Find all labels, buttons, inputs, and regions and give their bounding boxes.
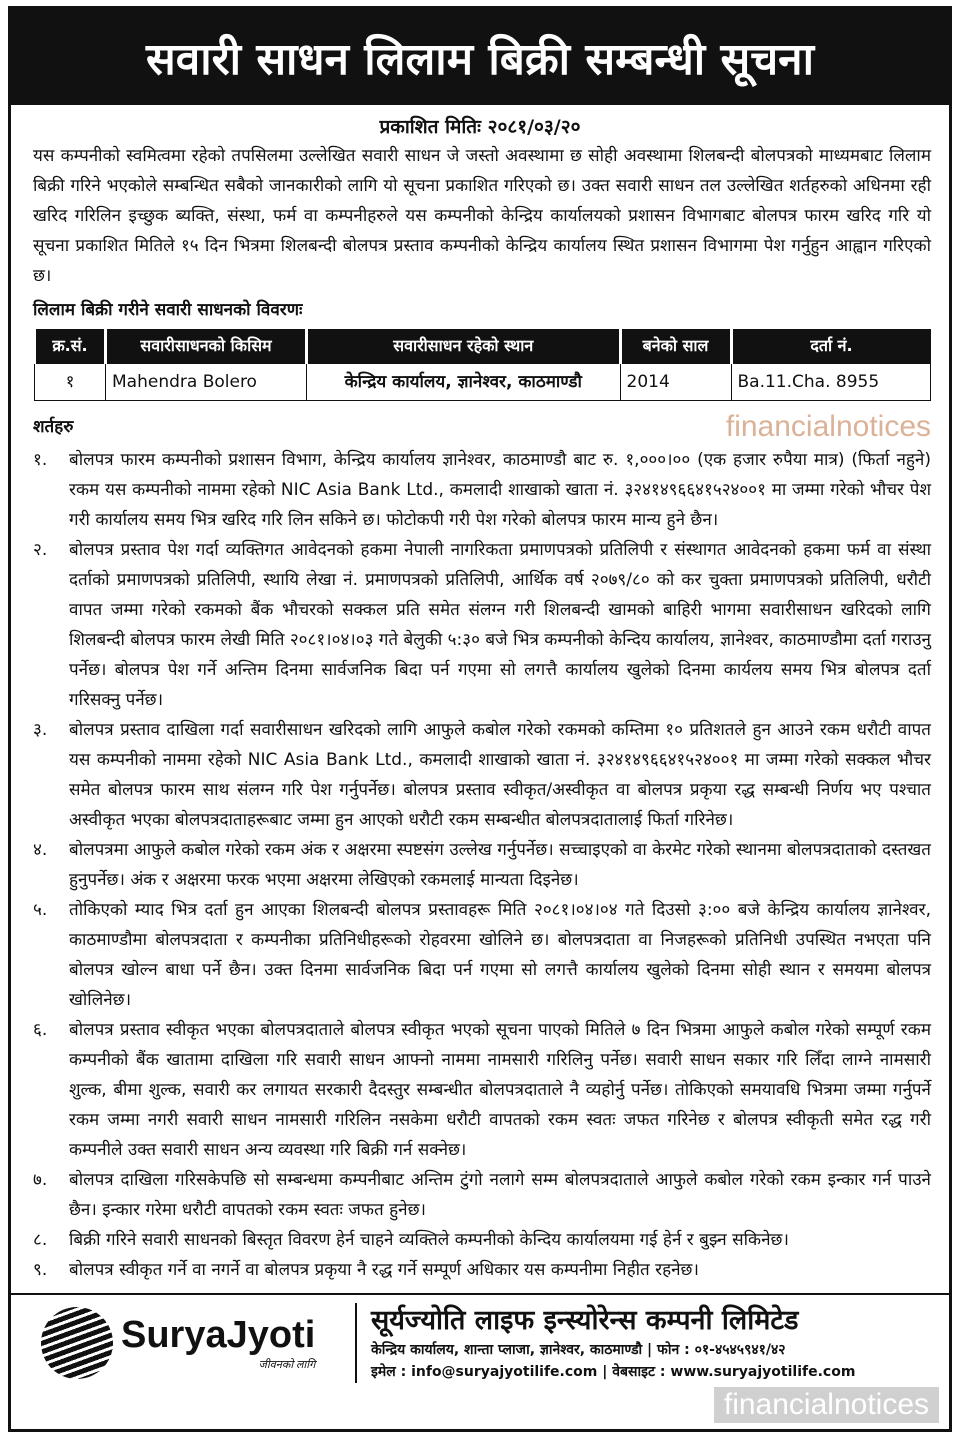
condition-item: [33, 895, 931, 1015]
globe-logo-icon: [41, 1307, 113, 1379]
condition-number: ४.: [33, 840, 48, 860]
footer: [11, 1293, 949, 1429]
col-type: सवारीसाधनको किसिम: [106, 329, 307, 364]
watermark: financialnotices: [725, 410, 931, 443]
condition-item: [33, 835, 931, 895]
cell-type: Mahendra Bolero: [106, 364, 307, 401]
cell-location: केन्द्रिय कार्यालय, ज्ञानेश्वर, काठमाण्डौ: [307, 364, 621, 401]
condition-text: बोलपत्र प्रस्ताव दाखिला गर्दा सवारीसाधन खरिदको लागि आफुले कबोल गरेको रकमको कम्तिमा १० प्रतिशतले हुन आउने रकम धरौटी वापत यस कम्पनीको नाममा रहेको NIC Asia Bank Ltd., कमलादी शाखाको खाता नं. ३२४१४९६६४१५२४००१ मा जम्मा गरेको सक्कल भौचर समेत बोलपत्र फारम साथ संलग्न गरि पेश गर्नुपर्नेछ। बोलपत्र प्रस्ताव स्वीकृत/अस्वीकृत वा बोलपत्र प्रकृया रद्ध सम्बन्धी निर्णय भए पश्चात अस्वीकृत भएका बोलपत्रदाताहरूबाट जम्मा हुन आएको धरौटी रकम सम्बन्धीत बोलपत्रदातालाई फिर्ता गरिनेछ।: [69, 720, 931, 830]
condition-item: [33, 1225, 931, 1255]
condition-number: ८.: [33, 1230, 48, 1250]
footer-watermark-row: [11, 1387, 949, 1423]
intro-paragraph: यस कम्पनीको स्वमित्वमा रहेको तपसिलमा उल्लेखित सवारी साधन जे जस्तो अवस्थामा छ सोही अवस्थामा शिलबन्दी बोलपत्रको माध्यमबाट लिलाम बिक्री गरिने भएकोले सम्बन्धित सबैको जानकारीको लागि यो सूचना प्रकाशित गरिएको छ। उक्त सवारी साधन तल उल्लेखित शर्तहरुको अधिनमा रही खरिद गरिलिन इच्छुक ब्यक्ति, संस्था, फर्म वा कम्पनीहरुले यस कम्पनीको केन्द्रिय कार्यालयको प्रशासन विभागबाट बोलपत्र फारम खरिद गरि यो सूचना प्रकाशित मितिले १५ दिन भित्रमा शिलबन्दी बोलपत्र प्रस्ताव कम्पनीको केन्द्रिय कार्यालय स्थित प्रशासन विभागमा पेश गर्नुहुन आह्वान गरिएको छ।: [33, 146, 931, 286]
company-name: सूर्यज्योति लाइफ इन्स्योरेन्स कम्पनी लिमिटेड: [371, 1305, 799, 1336]
cell-year: 2014: [620, 364, 731, 401]
col-location: सवारीसाधन रहेको स्थान: [307, 329, 621, 364]
condition-text: तोकिएको म्याद भित्र दर्ता हुन आएका शिलबन्दी बोलपत्र प्रस्तावहरू मिति २०८१।०४।०४ गते दिउसो ३:०० बजे केन्द्रिय कार्यालय ज्ञानेश्वर, काठमाण्डौमा बोलपत्रदाता र कम्पनीका प्रतिनिधीहरूको रोहवरमा खोलिने छ। बोलपत्रदाता वा निजहरूको प्रतिनिधी उपस्थित नभएता पनि बोलपत्र खोल्न बाधा पर्ने छैन। उक्त दिनमा सार्वजनिक बिदा पर्न गएमा सो लगत्तै कार्यालय खुलेको दिनमा सोही स्थान र समयमा बोलपत्र खोलिनेछ।: [69, 900, 931, 1010]
conditions-heading: शर्तहरु: [33, 417, 74, 437]
condition-number: १.: [33, 450, 48, 470]
conditions-heading-row: [33, 409, 931, 445]
company-address: केन्द्रिय कार्यालय, शान्ता प्लाजा, ज्ञानेश्वर, काठमाण्डौ | फोन : ०१-४५४५९४१/४२: [371, 1342, 786, 1358]
condition-text: बोलपत्र स्वीकृत गर्ने वा नगर्ने वा बोलपत्र प्रकृया नै रद्ध गर्ने सम्पूर्ण अधिकार यस कम्पनीमा निहीत रहनेछ।: [69, 1260, 699, 1280]
table-heading: लिलाम बिक्री गरीने सवारी साधनको विवरणः: [33, 300, 303, 320]
conditions-list: [33, 445, 931, 1285]
condition-number: ३.: [33, 720, 48, 740]
condition-item: [33, 445, 931, 535]
table-row: [35, 364, 931, 401]
company-contact: इमेल : info@suryajyotilife.com | वेबसाइट : www.suryajyotilife.com: [371, 1364, 856, 1380]
condition-item: [33, 1015, 931, 1165]
condition-text: बोलपत्रमा आफुले कबोल गरेको रकम अंक र अक्षरमा स्पष्टसंग उल्लेख गर्नुपर्नेछ। सच्चाइएको वा केरमेट गरेको स्थानमा बोलपत्रदाताको दस्तखत हुनुपर्नेछ। अंक र अक्षरमा फरक भएमा अक्षरमा लेखिएको रकमलाई मान्यता दिइनेछ।: [69, 840, 931, 890]
published-date: प्रकाशित मितिः २०८१/०३/२०: [379, 116, 581, 138]
condition-item: [33, 535, 931, 715]
condition-text: बोलपत्र फारम कम्पनीको प्रशासन विभाग, केन्द्रिय कार्यालय ज्ञानेश्वर, काठमाण्डौ बाट रु. १,०००।०० (एक हजार रुपैया मात्र) (फिर्ता नहुने) रकम यस कम्पनीको नाममा रहेको NIC Asia Bank Ltd., कमलादी शाखाको खाता नं. ३२४१४९६६४१५२४००१ मा जम्मा गरेको भौचर पेश गरी कार्यालय समय भित्र खरिद गरि लिन सकिने छ। फोटोकपी गरी पेश गरेको बोलपत्र फारम मान्य हुने छैन।: [69, 450, 931, 530]
condition-text: बोलपत्र प्रस्ताव पेश गर्दा व्यक्तिगत आवेदनको हकमा नेपाली नागरिकता प्रमाणपत्रको प्रतिलिपी र संस्थागत आवेदनको हकमा फर्म वा संस्था दर्ताको प्रमाणपत्रको प्रतिलिपी, स्थायि लेखा नं. प्रमाणपत्रको प्रतिलिपी, आर्थिक वर्ष २०७९/८० को कर चुक्ता प्रमाणपत्रको प्रतिलिपी, धरौटी वापत जम्मा गरेको रकमको बैंक भौचरको सक्कल प्रति समेत संलग्न गरी शिलबन्दी खामको बाहिरी भागमा सवारीसाधन खरिदको लागि शिलबन्दी बोलपत्र फारम लेखी मिति २०८१।०४।०३ गते बेलुकी ५:३० बजे भित्र कम्पनीको केन्दिय कार्यालय, ज्ञानेश्वर, काठमाण्डौमा दर्ता गराउनु पर्नेछ। बोलपत्र पेश गर्ने अन्तिम दिनमा सार्वजनिक बिदा पर्न गएमा सो लगत्तै कार्यालय खुलेको दिनमा कार्यलय समय भित्र बोलपत्र दर्ता गरिसक्नु पर्नेछ।: [69, 540, 931, 710]
cell-sn: १: [35, 364, 106, 401]
condition-number: ५.: [33, 900, 48, 920]
condition-text: बिक्री गरिने सवारी साधनको बिस्तृत विवरण हेर्न चाहने व्यक्तिले कम्पनीको केन्दिय कार्यालयमा गई हेर्न र बुझ्न सकिनेछ।: [69, 1230, 789, 1250]
condition-item: [33, 715, 931, 835]
condition-item: [33, 1165, 931, 1225]
company-logo: [41, 1307, 341, 1379]
condition-number: ६.: [33, 1020, 48, 1040]
condition-number: ९.: [33, 1260, 48, 1280]
watermark-footer: financialnotices: [714, 1387, 939, 1423]
footer-main: [11, 1303, 949, 1383]
table-header-row: [35, 329, 931, 364]
brand-name: SuryaJyoti: [121, 1314, 316, 1356]
col-sn: क्र.सं.: [35, 329, 106, 364]
vehicle-table: [33, 329, 931, 401]
col-year: बनेको साल: [620, 329, 731, 364]
notice-title: सवारी साधन लिलाम बिक्री सम्बन्धी सूचना: [11, 9, 949, 105]
condition-number: ७.: [33, 1170, 48, 1190]
cell-reg: Ba.11.Cha. 8955: [731, 364, 931, 401]
condition-item: [33, 1255, 931, 1285]
notice-frame: [8, 6, 952, 1432]
condition-number: २.: [33, 540, 48, 560]
condition-text: बोलपत्र दाखिला गरिसकेपछि सो सम्बन्धमा कम्पनीबाट अन्तिम टुंगो नलागे सम्म बोलपत्रदाताले आफुले कबोल गरेको रकम इन्कार गर्न पाउने छैन। इन्कार गरेमा धरौटी वापतको रकम स्वतः जफत हुनेछ।: [69, 1170, 931, 1220]
col-reg: दर्ता नं.: [731, 329, 931, 364]
condition-text: बोलपत्र प्रस्ताव स्वीकृत भएका बोलपत्रदाताले बोलपत्र स्वीकृत भएको सूचना पाएको मितिले ७ दिन भित्रमा आफुले कबोल गरेको सम्पूर्ण रकम कम्पनीको बैंक खातामा दाखिला गरि सवारी साधन आफ्नो नाममा नामसारी गरिलिनु पर्नेछ। सवारी साधन सकार गरि लिँदा लाग्ने नामसारी शुल्क, बीमा शुल्क, सवारी कर लगायत सरकारी दैदस्तुर सम्बन्धीत बोलपत्रदाताले नै व्यहोर्नु पर्नेछ। तोकिएको समयावधि भित्रमा जम्मा गर्नुपर्ने रकम जम्मा नगरी सवारी साधन नामसारी गरिलिन नसकेमा धरौटी वापतको रकम स्वतः जफत गरिनेछ र बोलपत्र स्वीकृती समेत रद्ध गरी कम्पनीले उक्त सवारी साधन अन्य व्यवस्था गरि बिक्री गर्न सक्नेछ।: [69, 1020, 931, 1160]
brand-tagline: जीवनको लागि: [258, 1359, 316, 1371]
divider: [355, 1303, 357, 1383]
